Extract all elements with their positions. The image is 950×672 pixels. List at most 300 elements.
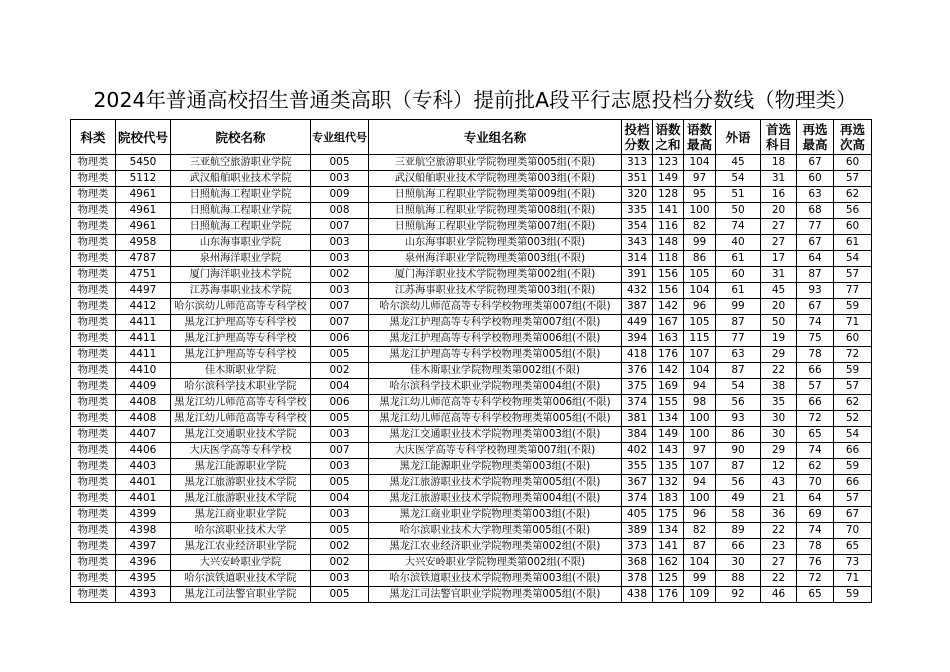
cell-chinese-math-max: 95 bbox=[684, 187, 716, 203]
cell-school-name: 黑龙江护理高等专科学校 bbox=[171, 347, 311, 363]
cell-admission-score: 438 bbox=[622, 587, 653, 603]
header-group-code: 专业组代号 bbox=[311, 120, 369, 155]
cell-chinese-math-sum: 162 bbox=[653, 555, 684, 571]
cell-admission-score: 391 bbox=[622, 267, 653, 283]
cell-chinese-math-max: 97 bbox=[684, 443, 716, 459]
cell-chinese-math-max: 107 bbox=[684, 347, 716, 363]
cell-chinese-math-sum: 175 bbox=[653, 507, 684, 523]
cell-category: 物理类 bbox=[71, 459, 116, 475]
cell-chinese-math-max: 94 bbox=[684, 379, 716, 395]
cell-chinese-math-sum: 123 bbox=[653, 155, 684, 171]
cell-group-name: 黑龙江幼儿师范高等专科学校物理类第005组(不限) bbox=[369, 411, 622, 427]
cell-elective-second: 54 bbox=[834, 251, 872, 267]
cell-category: 物理类 bbox=[71, 587, 116, 603]
cell-first-subject: 29 bbox=[761, 347, 797, 363]
cell-elective-second: 59 bbox=[834, 363, 872, 379]
cell-group-code: 003 bbox=[311, 459, 369, 475]
cell-category: 物理类 bbox=[71, 379, 116, 395]
cell-school-code: 5450 bbox=[116, 155, 171, 171]
cell-admission-score: 381 bbox=[622, 411, 653, 427]
cell-school-name: 哈尔滨科学技术职业学院 bbox=[171, 379, 311, 395]
page-title: 2024年普通高校招生普通类高职（专科）提前批A段平行志愿投档分数线（物理类） bbox=[93, 88, 857, 112]
cell-school-name: 大庆医学高等专科学校 bbox=[171, 443, 311, 459]
cell-group-code: 005 bbox=[311, 347, 369, 363]
cell-first-subject: 38 bbox=[761, 379, 797, 395]
table-row bbox=[71, 315, 872, 331]
cell-school-code: 4787 bbox=[116, 251, 171, 267]
cell-school-name: 黑龙江交通职业技术学院 bbox=[171, 427, 311, 443]
cell-first-subject: 22 bbox=[761, 571, 797, 587]
header-school-name: 院校名称 bbox=[171, 120, 311, 155]
cell-group-name: 黑龙江旅游职业技术学院物理类第005组(不限) bbox=[369, 475, 622, 491]
cell-group-code: 002 bbox=[311, 539, 369, 555]
cell-foreign-language: 93 bbox=[716, 411, 761, 427]
cell-admission-score: 355 bbox=[622, 459, 653, 475]
cell-chinese-math-sum: 155 bbox=[653, 395, 684, 411]
cell-elective-max: 74 bbox=[797, 523, 834, 539]
cell-group-code: 007 bbox=[311, 299, 369, 315]
cell-category: 物理类 bbox=[71, 203, 116, 219]
cell-group-name: 黑龙江商业职业学院物理类第003组(不限) bbox=[369, 507, 622, 523]
cell-admission-score: 375 bbox=[622, 379, 653, 395]
cell-first-subject: 22 bbox=[761, 363, 797, 379]
cell-chinese-math-sum: 135 bbox=[653, 459, 684, 475]
cell-foreign-language: 61 bbox=[716, 283, 761, 299]
cell-group-code: 003 bbox=[311, 283, 369, 299]
cell-chinese-math-max: 107 bbox=[684, 459, 716, 475]
cell-elective-max: 70 bbox=[797, 475, 834, 491]
cell-elective-max: 69 bbox=[797, 507, 834, 523]
cell-school-name: 泉州海洋职业学院 bbox=[171, 251, 311, 267]
cell-group-name: 大兴安岭职业学院物理类第002组(不限) bbox=[369, 555, 622, 571]
cell-group-code: 005 bbox=[311, 587, 369, 603]
header-foreign-language: 外语 bbox=[716, 120, 761, 155]
cell-chinese-math-sum: 125 bbox=[653, 571, 684, 587]
cell-group-name: 日照航海工程职业学院物理类第008组(不限) bbox=[369, 203, 622, 219]
cell-category: 物理类 bbox=[71, 523, 116, 539]
cell-group-name: 江苏海事职业技术学院物理类第003组(不限) bbox=[369, 283, 622, 299]
cell-category: 物理类 bbox=[71, 315, 116, 331]
cell-chinese-math-max: 87 bbox=[684, 539, 716, 555]
cell-category: 物理类 bbox=[71, 219, 116, 235]
cell-school-name: 武汉船舶职业技术学院 bbox=[171, 171, 311, 187]
cell-group-code: 003 bbox=[311, 171, 369, 187]
cell-category: 物理类 bbox=[71, 395, 116, 411]
cell-chinese-math-max: 97 bbox=[684, 171, 716, 187]
cell-elective-max: 74 bbox=[797, 315, 834, 331]
cell-group-name: 大庆医学高等专科学校物理类第007组(不限) bbox=[369, 443, 622, 459]
cell-group-code: 003 bbox=[311, 235, 369, 251]
cell-elective-second: 66 bbox=[834, 475, 872, 491]
cell-elective-max: 77 bbox=[797, 219, 834, 235]
cell-chinese-math-sum: 176 bbox=[653, 347, 684, 363]
cell-school-name: 大兴安岭职业学院 bbox=[171, 555, 311, 571]
cell-foreign-language: 56 bbox=[716, 395, 761, 411]
cell-elective-max: 62 bbox=[797, 459, 834, 475]
table-row bbox=[71, 491, 872, 507]
cell-chinese-math-sum: 156 bbox=[653, 283, 684, 299]
cell-first-subject: 17 bbox=[761, 251, 797, 267]
cell-school-name: 日照航海工程职业学院 bbox=[171, 219, 311, 235]
cell-admission-score: 378 bbox=[622, 571, 653, 587]
header-row bbox=[71, 120, 872, 155]
table-row bbox=[71, 539, 872, 555]
cell-foreign-language: 58 bbox=[716, 507, 761, 523]
cell-chinese-math-sum: 118 bbox=[653, 251, 684, 267]
table-row bbox=[71, 171, 872, 187]
cell-elective-max: 93 bbox=[797, 283, 834, 299]
cell-first-subject: 31 bbox=[761, 267, 797, 283]
table-row bbox=[71, 411, 872, 427]
cell-chinese-math-max: 104 bbox=[684, 155, 716, 171]
cell-category: 物理类 bbox=[71, 267, 116, 283]
header-admission-score: 投档分数 bbox=[622, 120, 653, 155]
cell-chinese-math-max: 99 bbox=[684, 571, 716, 587]
cell-group-code: 007 bbox=[311, 315, 369, 331]
cell-elective-second: 71 bbox=[834, 571, 872, 587]
cell-school-code: 4396 bbox=[116, 555, 171, 571]
cell-admission-score: 384 bbox=[622, 427, 653, 443]
cell-first-subject: 20 bbox=[761, 299, 797, 315]
cell-group-code: 005 bbox=[311, 523, 369, 539]
cell-school-name: 哈尔滨铁道职业技术学院 bbox=[171, 571, 311, 587]
cell-chinese-math-sum: 148 bbox=[653, 235, 684, 251]
cell-foreign-language: 56 bbox=[716, 475, 761, 491]
cell-group-name: 黑龙江能源职业学院物理类第003组(不限) bbox=[369, 459, 622, 475]
cell-chinese-math-sum: 167 bbox=[653, 315, 684, 331]
cell-chinese-math-sum: 142 bbox=[653, 363, 684, 379]
cell-group-code: 007 bbox=[311, 219, 369, 235]
cell-chinese-math-max: 109 bbox=[684, 587, 716, 603]
cell-chinese-math-sum: 116 bbox=[653, 219, 684, 235]
cell-admission-score: 343 bbox=[622, 235, 653, 251]
cell-group-name: 佳木斯职业学院物理类第002组(不限) bbox=[369, 363, 622, 379]
cell-school-name: 日照航海工程职业学院 bbox=[171, 203, 311, 219]
cell-school-code: 4407 bbox=[116, 427, 171, 443]
cell-admission-score: 405 bbox=[622, 507, 653, 523]
cell-elective-max: 67 bbox=[797, 235, 834, 251]
cell-school-name: 江苏海事职业技术学院 bbox=[171, 283, 311, 299]
cell-chinese-math-max: 100 bbox=[684, 411, 716, 427]
cell-foreign-language: 87 bbox=[716, 363, 761, 379]
cell-category: 物理类 bbox=[71, 443, 116, 459]
cell-group-name: 哈尔滨职业技术大学物理类第005组(不限) bbox=[369, 523, 622, 539]
cell-admission-score: 418 bbox=[622, 347, 653, 363]
table-row bbox=[71, 203, 872, 219]
cell-elective-max: 66 bbox=[797, 363, 834, 379]
cell-school-code: 4961 bbox=[116, 187, 171, 203]
cell-school-name: 哈尔滨职业技术大学 bbox=[171, 523, 311, 539]
cell-elective-second: 77 bbox=[834, 283, 872, 299]
cell-foreign-language: 87 bbox=[716, 315, 761, 331]
cell-admission-score: 449 bbox=[622, 315, 653, 331]
cell-group-name: 三亚航空旅游职业学院物理类第005组(不限) bbox=[369, 155, 622, 171]
cell-foreign-language: 92 bbox=[716, 587, 761, 603]
cell-chinese-math-max: 115 bbox=[684, 331, 716, 347]
cell-first-subject: 22 bbox=[761, 523, 797, 539]
cell-group-code: 004 bbox=[311, 379, 369, 395]
cell-foreign-language: 49 bbox=[716, 491, 761, 507]
cell-chinese-math-sum: 128 bbox=[653, 187, 684, 203]
cell-elective-max: 78 bbox=[797, 347, 834, 363]
cell-chinese-math-sum: 183 bbox=[653, 491, 684, 507]
cell-group-code: 002 bbox=[311, 267, 369, 283]
table-row bbox=[71, 363, 872, 379]
table-row bbox=[71, 523, 872, 539]
cell-school-name: 厦门海洋职业技术学院 bbox=[171, 267, 311, 283]
cell-chinese-math-max: 94 bbox=[684, 475, 716, 491]
cell-school-name: 黑龙江商业职业学院 bbox=[171, 507, 311, 523]
cell-school-name: 黑龙江能源职业学院 bbox=[171, 459, 311, 475]
cell-school-code: 4961 bbox=[116, 203, 171, 219]
cell-foreign-language: 77 bbox=[716, 331, 761, 347]
cell-category: 物理类 bbox=[71, 363, 116, 379]
cell-first-subject: 27 bbox=[761, 219, 797, 235]
cell-chinese-math-max: 100 bbox=[684, 203, 716, 219]
cell-first-subject: 29 bbox=[761, 443, 797, 459]
cell-school-code: 4412 bbox=[116, 299, 171, 315]
cell-chinese-math-sum: 169 bbox=[653, 379, 684, 395]
cell-elective-second: 59 bbox=[834, 587, 872, 603]
cell-group-name: 日照航海工程职业学院物理类第009组(不限) bbox=[369, 187, 622, 203]
cell-category: 物理类 bbox=[71, 235, 116, 251]
cell-chinese-math-max: 96 bbox=[684, 507, 716, 523]
cell-school-code: 4393 bbox=[116, 587, 171, 603]
cell-elective-max: 87 bbox=[797, 267, 834, 283]
cell-elective-max: 57 bbox=[797, 379, 834, 395]
cell-elective-max: 67 bbox=[797, 155, 834, 171]
cell-elective-max: 64 bbox=[797, 251, 834, 267]
cell-school-name: 黑龙江旅游职业技术学院 bbox=[171, 475, 311, 491]
cell-elective-max: 75 bbox=[797, 331, 834, 347]
cell-group-code: 005 bbox=[311, 411, 369, 427]
cell-chinese-math-max: 104 bbox=[684, 555, 716, 571]
table-body bbox=[71, 155, 872, 603]
cell-foreign-language: 86 bbox=[716, 427, 761, 443]
cell-group-name: 山东海事职业学院物理类第003组(不限) bbox=[369, 235, 622, 251]
cell-group-code: 003 bbox=[311, 427, 369, 443]
header-school-code: 院校代号 bbox=[116, 120, 171, 155]
cell-elective-max: 65 bbox=[797, 427, 834, 443]
cell-group-name: 黑龙江交通职业技术学院物理类第003组(不限) bbox=[369, 427, 622, 443]
header-category: 科类 bbox=[71, 120, 116, 155]
table-row bbox=[71, 347, 872, 363]
cell-elective-second: 61 bbox=[834, 235, 872, 251]
cell-chinese-math-max: 82 bbox=[684, 523, 716, 539]
cell-school-code: 4411 bbox=[116, 331, 171, 347]
cell-chinese-math-sum: 132 bbox=[653, 475, 684, 491]
cell-school-name: 哈尔滨幼儿师范高等专科学校 bbox=[171, 299, 311, 315]
cell-category: 物理类 bbox=[71, 155, 116, 171]
cell-group-name: 黑龙江司法警官职业学院物理类第005组(不限) bbox=[369, 587, 622, 603]
header-elective-max: 再选最高 bbox=[797, 120, 834, 155]
cell-elective-second: 60 bbox=[834, 331, 872, 347]
cell-foreign-language: 45 bbox=[716, 155, 761, 171]
cell-admission-score: 387 bbox=[622, 299, 653, 315]
header-chinese-math-max: 语数最高 bbox=[684, 120, 716, 155]
header-group-name: 专业组名称 bbox=[369, 120, 622, 155]
cell-group-code: 009 bbox=[311, 187, 369, 203]
cell-chinese-math-sum: 176 bbox=[653, 587, 684, 603]
cell-chinese-math-max: 100 bbox=[684, 427, 716, 443]
cell-admission-score: 376 bbox=[622, 363, 653, 379]
cell-elective-max: 63 bbox=[797, 187, 834, 203]
cell-elective-second: 70 bbox=[834, 523, 872, 539]
cell-chinese-math-sum: 141 bbox=[653, 539, 684, 555]
cell-foreign-language: 87 bbox=[716, 459, 761, 475]
cell-foreign-language: 89 bbox=[716, 523, 761, 539]
cell-elective-max: 72 bbox=[797, 571, 834, 587]
cell-first-subject: 35 bbox=[761, 395, 797, 411]
cell-admission-score: 367 bbox=[622, 475, 653, 491]
cell-elective-max: 72 bbox=[797, 411, 834, 427]
header-elective-second: 再选次高 bbox=[834, 120, 872, 155]
cell-first-subject: 27 bbox=[761, 235, 797, 251]
cell-first-subject: 30 bbox=[761, 411, 797, 427]
cell-elective-max: 74 bbox=[797, 443, 834, 459]
table-row bbox=[71, 155, 872, 171]
cell-first-subject: 31 bbox=[761, 171, 797, 187]
cell-school-code: 4410 bbox=[116, 363, 171, 379]
score-table bbox=[70, 119, 872, 603]
cell-chinese-math-max: 105 bbox=[684, 267, 716, 283]
cell-group-name: 黑龙江护理高等专科学校物理类第006组(不限) bbox=[369, 331, 622, 347]
cell-chinese-math-max: 100 bbox=[684, 491, 716, 507]
table-row bbox=[71, 187, 872, 203]
cell-elective-second: 57 bbox=[834, 379, 872, 395]
cell-admission-score: 373 bbox=[622, 539, 653, 555]
cell-chinese-math-max: 96 bbox=[684, 299, 716, 315]
cell-group-name: 黑龙江农业经济职业学院物理类第002组(不限) bbox=[369, 539, 622, 555]
cell-group-code: 002 bbox=[311, 363, 369, 379]
table-row bbox=[71, 267, 872, 283]
cell-school-code: 4751 bbox=[116, 267, 171, 283]
cell-first-subject: 21 bbox=[761, 491, 797, 507]
cell-chinese-math-sum: 134 bbox=[653, 523, 684, 539]
cell-school-code: 4408 bbox=[116, 395, 171, 411]
cell-foreign-language: 54 bbox=[716, 379, 761, 395]
cell-elective-max: 65 bbox=[797, 587, 834, 603]
cell-group-name: 武汉船舶职业技术学院物理类第003组(不限) bbox=[369, 171, 622, 187]
cell-group-code: 006 bbox=[311, 331, 369, 347]
cell-chinese-math-max: 104 bbox=[684, 363, 716, 379]
cell-elective-second: 62 bbox=[834, 395, 872, 411]
cell-chinese-math-sum: 142 bbox=[653, 299, 684, 315]
cell-group-name: 黑龙江旅游职业技术学院物理类第004组(不限) bbox=[369, 491, 622, 507]
table-row bbox=[71, 299, 872, 315]
cell-group-name: 日照航海工程职业学院物理类第007组(不限) bbox=[369, 219, 622, 235]
cell-group-name: 黑龙江护理高等专科学校物理类第005组(不限) bbox=[369, 347, 622, 363]
table-row bbox=[71, 459, 872, 475]
cell-school-code: 4411 bbox=[116, 315, 171, 331]
cell-elective-second: 72 bbox=[834, 347, 872, 363]
cell-category: 物理类 bbox=[71, 475, 116, 491]
cell-foreign-language: 30 bbox=[716, 555, 761, 571]
table-row bbox=[71, 443, 872, 459]
cell-school-code: 4401 bbox=[116, 475, 171, 491]
cell-elective-second: 54 bbox=[834, 427, 872, 443]
cell-elective-max: 76 bbox=[797, 555, 834, 571]
cell-category: 物理类 bbox=[71, 491, 116, 507]
cell-admission-score: 314 bbox=[622, 251, 653, 267]
cell-chinese-math-max: 104 bbox=[684, 283, 716, 299]
cell-school-name: 黑龙江护理高等专科学校 bbox=[171, 331, 311, 347]
cell-admission-score: 335 bbox=[622, 203, 653, 219]
cell-elective-max: 68 bbox=[797, 203, 834, 219]
table-row bbox=[71, 379, 872, 395]
cell-school-name: 黑龙江幼儿师范高等专科学校 bbox=[171, 411, 311, 427]
cell-admission-score: 374 bbox=[622, 395, 653, 411]
cell-school-name: 黑龙江幼儿师范高等专科学校 bbox=[171, 395, 311, 411]
cell-category: 物理类 bbox=[71, 283, 116, 299]
cell-school-code: 4408 bbox=[116, 411, 171, 427]
cell-category: 物理类 bbox=[71, 331, 116, 347]
cell-group-code: 005 bbox=[311, 155, 369, 171]
cell-admission-score: 313 bbox=[622, 155, 653, 171]
cell-elective-max: 67 bbox=[797, 299, 834, 315]
cell-first-subject: 18 bbox=[761, 155, 797, 171]
cell-chinese-math-sum: 149 bbox=[653, 427, 684, 443]
cell-elective-second: 56 bbox=[834, 203, 872, 219]
cell-admission-score: 320 bbox=[622, 187, 653, 203]
cell-category: 物理类 bbox=[71, 187, 116, 203]
cell-first-subject: 19 bbox=[761, 331, 797, 347]
header-first-subject: 首选科目 bbox=[761, 120, 797, 155]
header-chinese-math-sum: 语数之和 bbox=[653, 120, 684, 155]
cell-chinese-math-sum: 141 bbox=[653, 203, 684, 219]
cell-category: 物理类 bbox=[71, 171, 116, 187]
cell-elective-max: 60 bbox=[797, 171, 834, 187]
cell-school-name: 黑龙江农业经济职业学院 bbox=[171, 539, 311, 555]
cell-school-code: 4497 bbox=[116, 283, 171, 299]
cell-foreign-language: 40 bbox=[716, 235, 761, 251]
cell-first-subject: 27 bbox=[761, 555, 797, 571]
table-row bbox=[71, 555, 872, 571]
cell-chinese-math-sum: 134 bbox=[653, 411, 684, 427]
cell-first-subject: 36 bbox=[761, 507, 797, 523]
cell-category: 物理类 bbox=[71, 299, 116, 315]
cell-foreign-language: 50 bbox=[716, 203, 761, 219]
cell-group-code: 006 bbox=[311, 395, 369, 411]
cell-first-subject: 16 bbox=[761, 187, 797, 203]
cell-chinese-math-max: 105 bbox=[684, 315, 716, 331]
cell-chinese-math-max: 98 bbox=[684, 395, 716, 411]
cell-category: 物理类 bbox=[71, 411, 116, 427]
cell-foreign-language: 90 bbox=[716, 443, 761, 459]
cell-first-subject: 30 bbox=[761, 427, 797, 443]
cell-elective-max: 66 bbox=[797, 395, 834, 411]
cell-school-code: 4398 bbox=[116, 523, 171, 539]
cell-foreign-language: 60 bbox=[716, 267, 761, 283]
cell-chinese-math-max: 99 bbox=[684, 235, 716, 251]
cell-group-code: 003 bbox=[311, 507, 369, 523]
table-row bbox=[71, 571, 872, 587]
cell-foreign-language: 51 bbox=[716, 187, 761, 203]
cell-admission-score: 354 bbox=[622, 219, 653, 235]
table-row bbox=[71, 475, 872, 491]
cell-school-code: 4406 bbox=[116, 443, 171, 459]
cell-elective-second: 71 bbox=[834, 315, 872, 331]
cell-chinese-math-sum: 163 bbox=[653, 331, 684, 347]
cell-school-code: 4397 bbox=[116, 539, 171, 555]
cell-group-code: 004 bbox=[311, 491, 369, 507]
cell-school-name: 三亚航空旅游职业学院 bbox=[171, 155, 311, 171]
cell-group-code: 008 bbox=[311, 203, 369, 219]
cell-foreign-language: 99 bbox=[716, 299, 761, 315]
cell-first-subject: 45 bbox=[761, 283, 797, 299]
cell-first-subject: 23 bbox=[761, 539, 797, 555]
cell-group-code: 003 bbox=[311, 571, 369, 587]
